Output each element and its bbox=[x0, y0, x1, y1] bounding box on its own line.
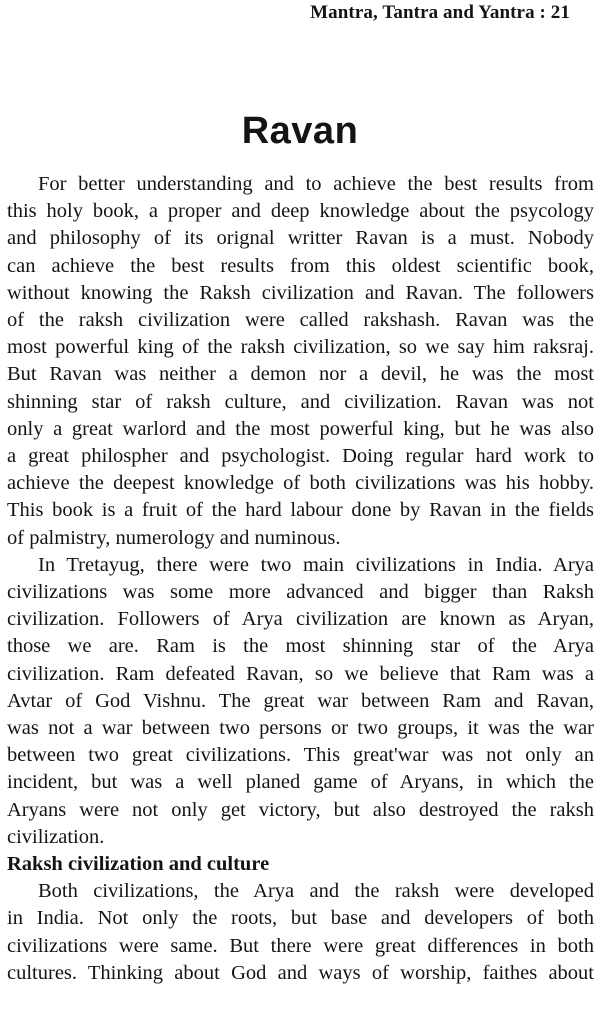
text-line: But Ravan was neither a demon nor a devil, he was the most bbox=[7, 363, 594, 386]
text-line: Avtar of God Vishnu. The great war between Ram and Ravan, bbox=[7, 689, 594, 712]
text-line: of the raksh civilization were called rakshash. Ravan was the bbox=[7, 309, 594, 332]
text-line: can achieve the best results from this oldest scientific book, bbox=[7, 254, 594, 277]
text-line: civilizations were same. But there were great differences in both bbox=[7, 934, 594, 957]
body-text bbox=[7, 171, 594, 987]
text-line: without knowing the Raksh civilization and Ravan. The followers bbox=[7, 281, 594, 304]
text-line: incident, but was a well planed game of Aryans, in which the bbox=[7, 771, 594, 794]
text-line: Aryans were not only get victory, but also destroyed the raksh bbox=[7, 798, 594, 821]
text-line: civilization. Ram defeated Ravan, so we believe that Ram was a bbox=[7, 662, 594, 685]
text-line: most powerful king of the raksh civilization, so we say him raksraj. bbox=[7, 336, 594, 359]
text-line: between two great civilizations. This great'war was not only an bbox=[7, 744, 594, 767]
text-line: Both civilizations, the Arya and the raksh were developed bbox=[38, 880, 594, 903]
text-line: civilization. bbox=[7, 825, 105, 848]
text-line: cultures. Thinking about God and ways of worship, faithes about bbox=[7, 961, 594, 984]
text-line: of palmistry, numerology and numinous. bbox=[7, 526, 341, 549]
section-heading: Raksh civilization and culture bbox=[7, 853, 270, 876]
text-line: a great philospher and psychologist. Doing regular hard work to bbox=[7, 445, 594, 468]
text-line: civilization. Followers of Arya civilization are known as Aryan, bbox=[7, 608, 594, 631]
text-line: in India. Not only the roots, but base and developers of both bbox=[7, 907, 594, 930]
paragraph-3 bbox=[7, 878, 594, 987]
paragraph-2 bbox=[7, 552, 594, 851]
chapter-title: Ravan bbox=[241, 110, 359, 152]
text-line: In Tretayug, there were two main civilizations in India. Arya bbox=[38, 553, 594, 576]
text-line: was not a war between two persons or two groups, it was the war bbox=[7, 717, 594, 740]
text-line: and philosophy of its orignal writter Ravan is a must. Nobody bbox=[7, 227, 594, 250]
text-line: civilizations was some more advanced and bigger than Raksh bbox=[7, 581, 594, 604]
running-head: Mantra, Tantra and Yantra : 21 bbox=[310, 2, 570, 23]
text-line: shinning star of raksh culture, and civilization. Ravan was not bbox=[7, 390, 594, 413]
text-line: only a great warlord and the most powerful king, but he was also bbox=[7, 417, 594, 440]
text-line: achieve the deepest knowledge of both civilizations was his hobby. bbox=[7, 472, 594, 495]
text-line: This book is a fruit of the hard labour done by Ravan in the fields bbox=[7, 499, 594, 522]
text-line: For better understanding and to achieve the best results from bbox=[38, 173, 594, 195]
paragraph-1 bbox=[7, 171, 594, 552]
text-line: those we are. Ram is the most shinning star of the Arya bbox=[7, 635, 594, 658]
text-line: this holy book, a proper and deep knowledge about the psycology bbox=[7, 200, 594, 223]
